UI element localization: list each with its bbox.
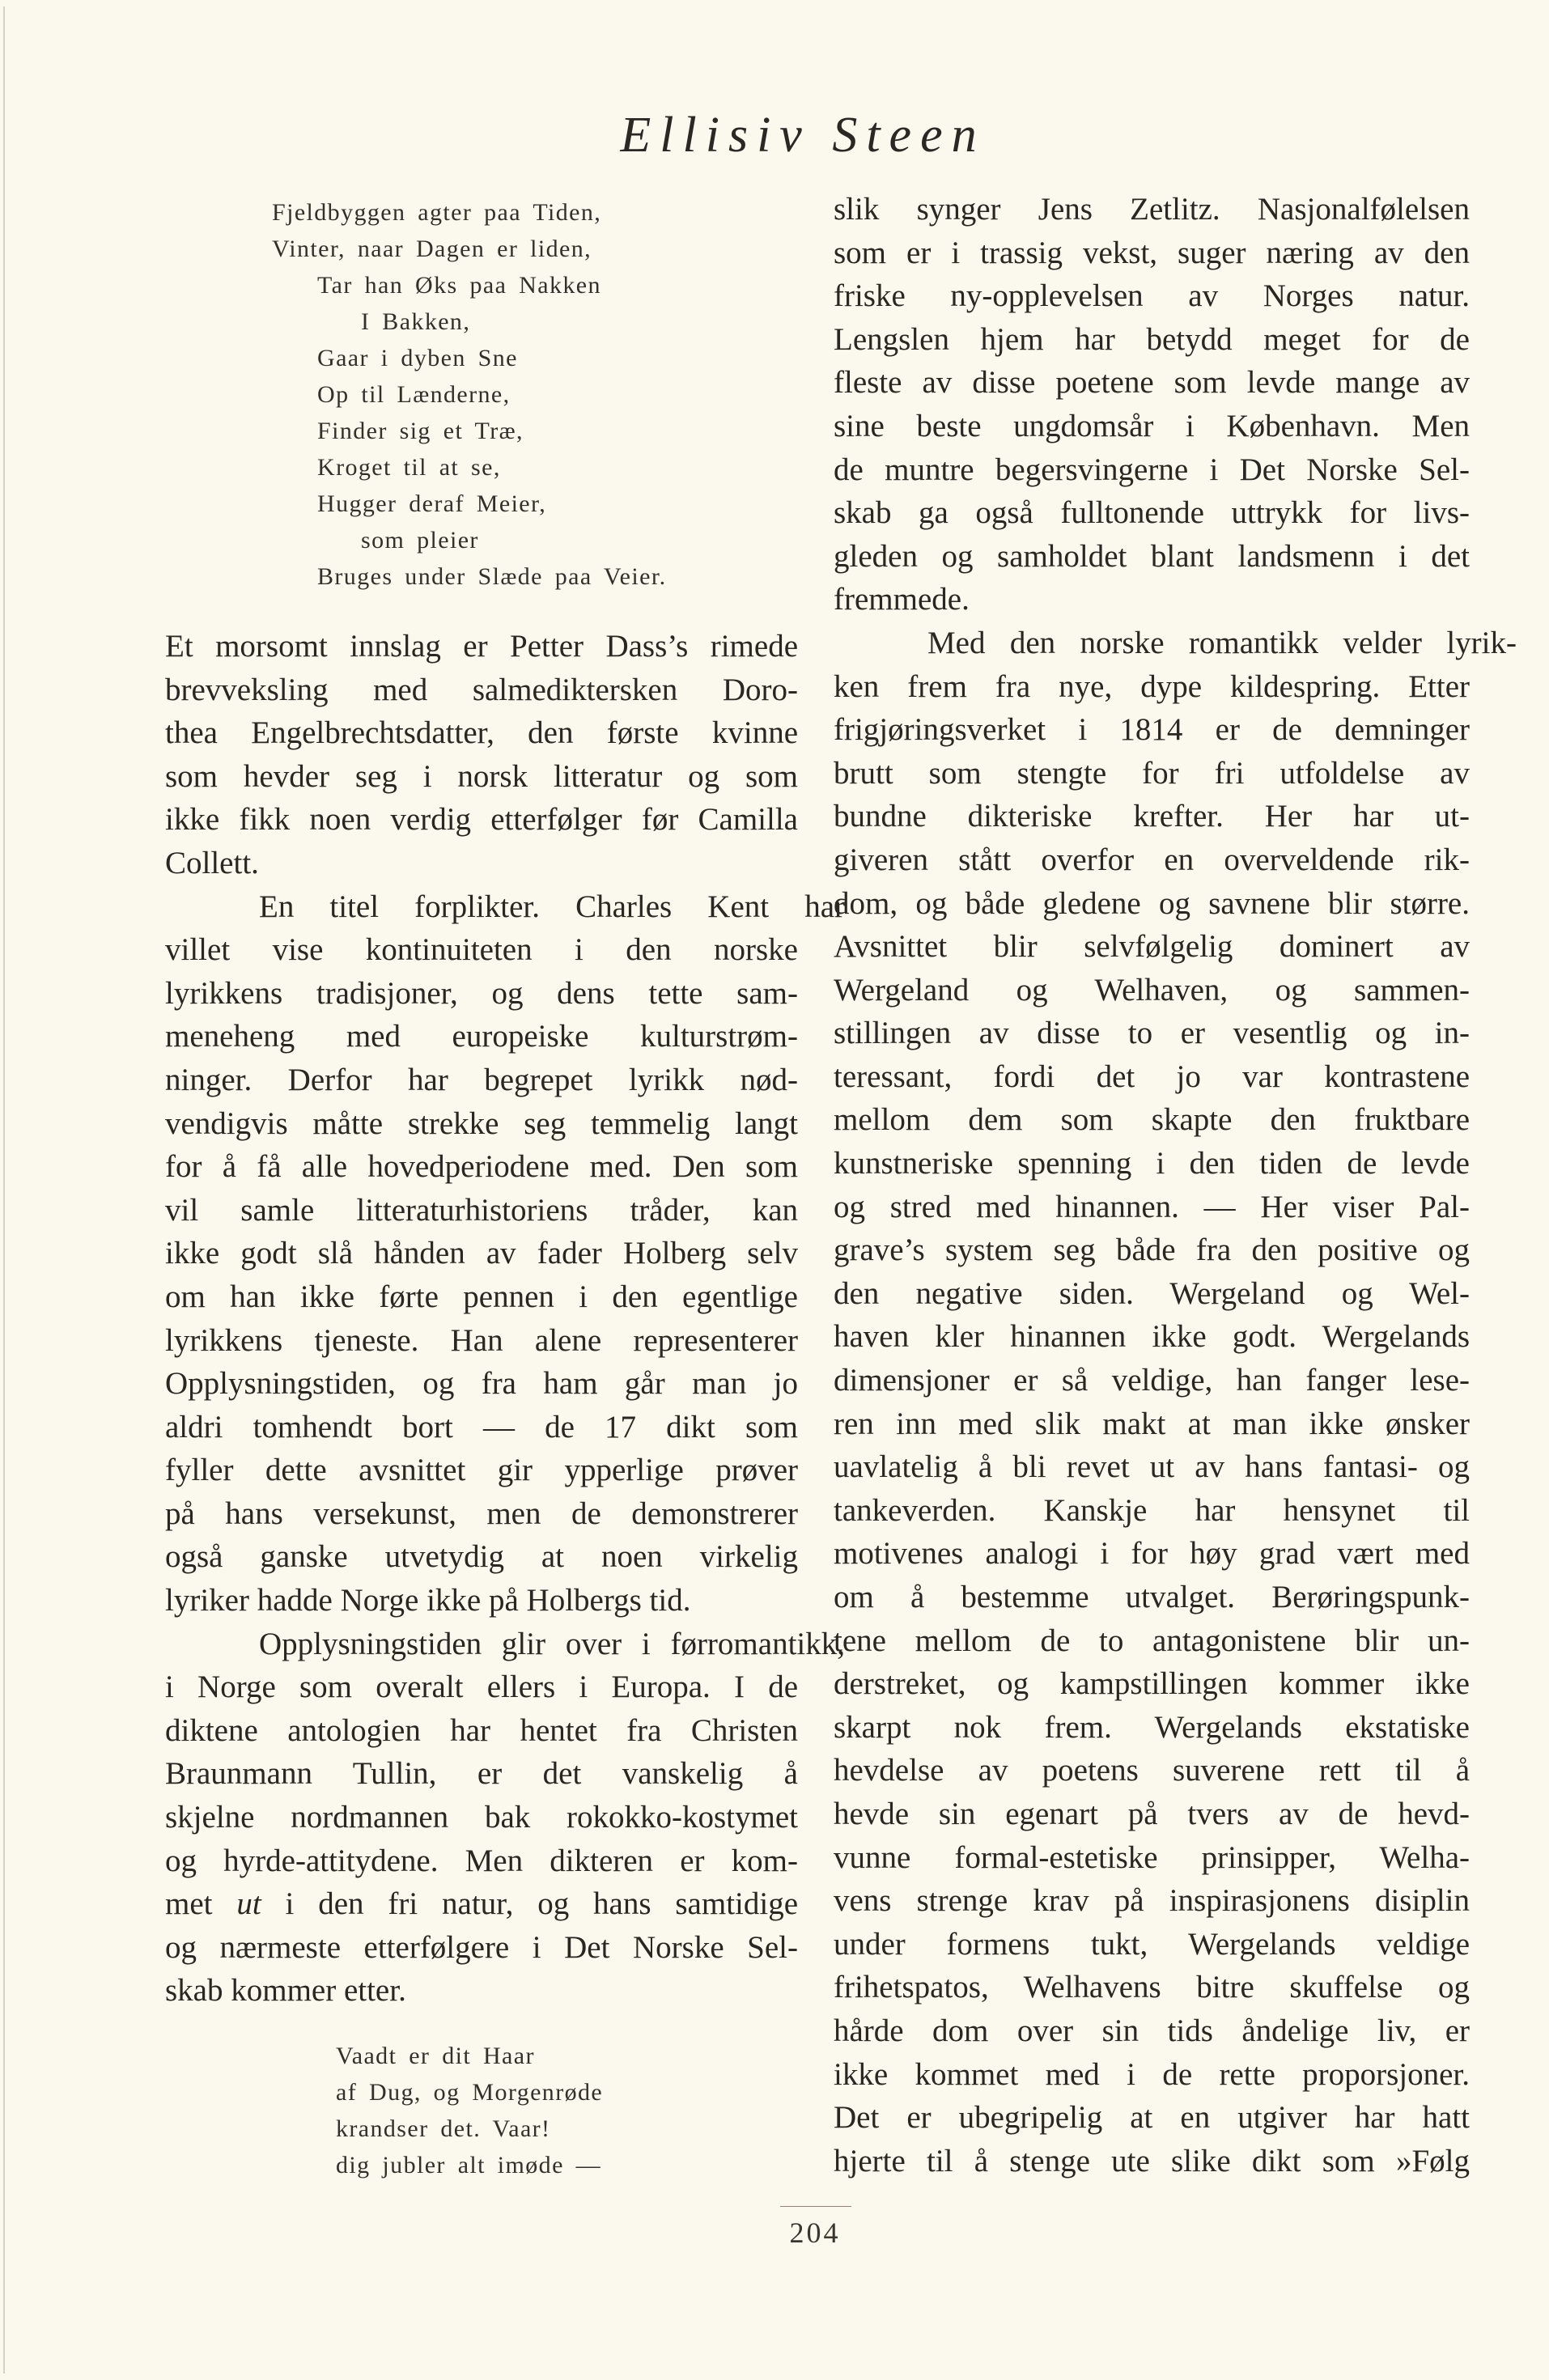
poem-top — [272, 194, 666, 595]
poem-line: krandser det. Vaar! — [336, 2115, 551, 2142]
text-line: tankeverden. Kanskje har hensynet til — [834, 1492, 1470, 1528]
text-line: om han ikke førte pennen i den egentlige — [165, 1279, 798, 1314]
text-line: mellom dem som skapte den fruktbare — [834, 1102, 1470, 1138]
text-line: og stred med hinannen. — Her viser Pal- — [834, 1189, 1470, 1224]
text-line: hevde sin egenart på tvers av de hevd- — [834, 1796, 1470, 1831]
text-line: under formens tukt, Wergelands veldige — [834, 1926, 1470, 1962]
text-line: vunne formal-estetiske prinsipper, Welha- — [834, 1839, 1470, 1875]
text-line — [165, 1882, 798, 1926]
text-line: grave’s system seg både fra den positive og — [834, 1232, 1470, 1268]
text-line: villet vise kontinuiteten i den norske — [165, 932, 798, 968]
text-line: frihetspatos, Welhavens bitre skuffelse og — [834, 1970, 1470, 2005]
text-line: ninger. Derfor har begrepet lyrikk nød- — [165, 1062, 798, 1097]
text-line: teressant, fordi det jo var kontrastene — [834, 1058, 1470, 1094]
poem-line: Tar han Øks paa Nakken — [317, 272, 601, 299]
text-line: thea Engelbrechtsdatter, den første kvinne — [165, 715, 798, 751]
text-line: sine beste ungdomsår i København. Men — [834, 408, 1470, 443]
text-line: ikke kommet med i de rette proporsjoner. — [834, 2056, 1470, 2092]
poem-line: Hugger deraf Meier, — [317, 490, 547, 517]
text-line: stillingen av disse to er vesentlig og in- — [834, 1016, 1470, 1051]
text-line: Avsnittet blir selvfølgelig dominert av — [834, 929, 1470, 965]
poem-line: Bruges under Slæde paa Veier. — [317, 563, 667, 590]
text-line: og nærmeste etterfølgere i Det Norske Sel- — [165, 1929, 798, 1965]
text-line: diktene antologien har hentet fra Christen — [165, 1712, 798, 1748]
text-line: lyrikkens tradisjoner, og dens tette sam- — [165, 975, 798, 1011]
text-line: fleste av disse poetene som levde mange av — [834, 365, 1470, 401]
poem-line: Kroget til at se, — [317, 454, 501, 481]
text-line: giveren stått overfor en overveldende rik- — [834, 842, 1470, 877]
text-line: gleden og samholdet blant landsmenn i det — [834, 538, 1470, 574]
text-line: vens strenge krav på inspirasjonens disiplin — [834, 1883, 1470, 1919]
text-line: dimensjoner er så veldige, han fanger lese- — [834, 1363, 1470, 1398]
text-line: uavlatelig å bli revet ut av hans fantasi- og — [834, 1449, 1470, 1485]
poem-line: Fjeldbyggen agter paa Tiden, — [272, 199, 602, 226]
poem-line: som pleier — [361, 527, 479, 554]
text-line: ikke fikk noen verdig etterfølger før Camilla — [165, 802, 798, 838]
text-line: vendigvis måtte strekke seg temmelig langt — [165, 1105, 798, 1141]
italic-emphasis: ut — [236, 1886, 261, 1922]
poem-line: Finder sig et Træ, — [317, 418, 524, 444]
text-line: vil samle litteraturhistoriens tråder, kan — [165, 1192, 798, 1228]
text-line: frigjøringsverket i 1814 er de demninger — [834, 712, 1470, 748]
running-head: Ellisiv Steen — [620, 108, 986, 163]
text-fragment: i den fri natur, og hans samtidige — [261, 1886, 799, 1922]
text-line: En titel forplikter. Charles Kent har — [259, 889, 845, 924]
text-line: aldri tomhendt bort — de 17 dikt som — [165, 1409, 798, 1445]
text-line: lyrikkens tjeneste. Han alene representerer — [165, 1322, 798, 1358]
poem-line: Vinter, naar Dagen er liden, — [272, 235, 592, 262]
right-column-text — [834, 188, 1517, 2183]
page-number: 204 — [789, 2217, 841, 2249]
text-fragment: met — [165, 1886, 213, 1922]
text-line: brutt som stengte for fri utfoldelse av — [834, 755, 1470, 791]
text-line: hjerte til å stenge ute slike dikt som »Følg — [834, 2143, 1470, 2178]
text-line: ken frem fra nye, dype kildespring. Etter — [834, 668, 1470, 704]
text-line: på hans versekunst, men de demonstrerer — [165, 1495, 798, 1531]
poem-line: Gaar i dyben Sne — [317, 345, 518, 371]
text-line: fyller dette avsnittet gir ypperlige prøver — [165, 1453, 798, 1488]
text-line: tene mellom de to antagonistene blir un- — [834, 1623, 1470, 1658]
text-line: Det er ubegripelig at en utgiver har hatt — [834, 2100, 1470, 2136]
text-line: Et morsomt innslag er Petter Dass’s rimede — [165, 629, 798, 664]
text-line: haven kler hinannen ikke godt. Wergelands — [834, 1319, 1470, 1355]
text-line: de muntre begersvingerne i Det Norske Sel- — [834, 452, 1470, 487]
poem-line: Op til Lænderne, — [317, 381, 511, 408]
poem-line: dig jubler alt imøde — — [336, 2152, 602, 2178]
poem-line: Vaadt er dit Haar — [336, 2043, 535, 2069]
text-line: som hevder seg i norsk litteratur og som — [165, 758, 798, 794]
text-line: ikke godt slå hånden av fader Holberg selv — [165, 1236, 798, 1271]
text-line: fremmede. — [834, 582, 970, 617]
text-line: skarpt nok frem. Wergelands ekstatiske — [834, 1709, 1470, 1745]
text-line: lyriker hadde Norge ikke på Holbergs tid. — [165, 1583, 691, 1618]
text-line: Wergeland og Welhaven, og sammen- — [834, 972, 1470, 1008]
text-line: Lengslen hjem har betydd meget for de — [834, 321, 1470, 357]
text-line: om å bestemme utvalget. Berøringspunk- — [834, 1580, 1470, 1614]
text-line: derstreket, og kampstillingen kommer ikke — [834, 1666, 1470, 1702]
page-edge — [3, 6, 5, 2374]
text-line: Med den norske romantikk velder lyrik- — [927, 625, 1517, 660]
text-line: hårde dom over sin tids åndelige liv, er — [834, 2013, 1470, 2048]
folio-rule — [780, 2206, 851, 2207]
text-line: Collett. — [165, 845, 259, 880]
text-line: også ganske utvetydig at noen virkelig — [165, 1539, 798, 1575]
text-line: motivenes analogi i for høy grad vært med — [834, 1536, 1470, 1572]
text-line: i Norge som overalt ellers i Europa. I de — [165, 1669, 798, 1705]
text-line: som er i trassig vekst, suger næring av den — [834, 235, 1470, 270]
text-line: for å få alle hovedperiodene med. Den som — [165, 1149, 798, 1185]
text-line: skab ga også fulltonende uttrykk for livs- — [834, 495, 1470, 531]
text-line: friske ny-opplevelsen av Norges natur. — [834, 278, 1470, 314]
poem-bottom — [336, 2038, 603, 2183]
text-line: Opplysningstiden, og fra ham går man jo — [165, 1366, 798, 1402]
poem-line: af Dug, og Morgenrøde — [336, 2079, 604, 2106]
text-line: skjelne nordmannen bak rokokko-kostymet — [165, 1800, 798, 1835]
text-line: og hyrde-attitydene. Men dikteren er kom- — [165, 1843, 798, 1878]
text-line: slik synger Jens Zetlitz. Nasjonalfølelsen — [834, 192, 1470, 227]
text-line: bundne dikteriske krefter. Her har ut- — [834, 799, 1470, 834]
text-line: ren inn med slik makt at man ikke ønsker — [834, 1406, 1470, 1441]
text-line: meneheng med europeiske kulturstrøm- — [165, 1019, 798, 1054]
text-line: Opplysningstiden glir over i førromantikk, — [259, 1626, 845, 1661]
text-line: skab kommer etter. — [165, 1973, 406, 2009]
text-line: hevdelse av poetens suverene rett til å — [834, 1753, 1470, 1788]
poem-line: I Bakken, — [361, 308, 471, 335]
text-line: Braunmann Tullin, er det vanskelig å — [165, 1756, 798, 1792]
text-line: kunstneriske spenning i den tiden de levde — [834, 1146, 1470, 1182]
left-column-text — [165, 625, 845, 2013]
text-line: den negative siden. Wergeland og Wel- — [834, 1275, 1470, 1311]
text-line: dom, og både gledene og savnene blir større. — [834, 885, 1470, 921]
text-line: brevveksling med salmediktersken Doro- — [165, 672, 798, 707]
